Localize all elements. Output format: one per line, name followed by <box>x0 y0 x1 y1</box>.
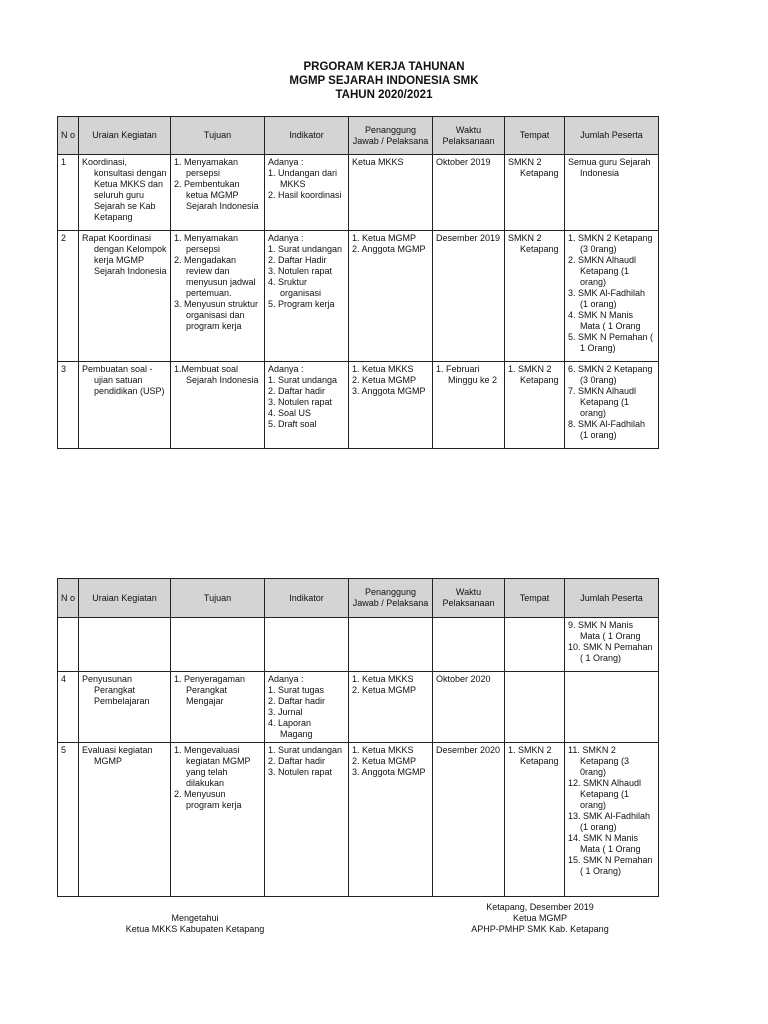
cell-indikator <box>265 743 349 897</box>
peserta-item: 10. SMK N Pemahan ( 1 Orang) <box>568 642 653 663</box>
uraian-item: Penyusunan Perangkat Pembelajaran <box>82 674 150 706</box>
indikator-item: 1. Surat undanga <box>268 375 338 385</box>
pj-list <box>352 674 429 696</box>
indikator-item: 4. Soal US <box>268 408 312 418</box>
indikator-item: 3. Jurnal <box>268 707 303 717</box>
cell-indikator <box>265 362 349 449</box>
waktu-list <box>436 745 501 756</box>
cell-no: 5 <box>58 743 79 897</box>
cell-tujuan <box>171 743 265 897</box>
cell-peserta <box>565 155 659 231</box>
indikator-list <box>268 364 345 430</box>
peserta-list <box>568 364 655 441</box>
tujuan-item: 1.Membuat soal Sejarah Indonesia <box>174 364 259 385</box>
peserta-item: 1. SMKN 2 Ketapang (3 0rang) <box>568 233 653 254</box>
indikator-item: 2. Daftar hadir <box>268 696 326 706</box>
cell-tujuan <box>171 618 265 672</box>
header-indikator: Indikator <box>265 117 349 155</box>
header-waktu: Waktu Pelaksanaan <box>433 579 505 618</box>
pj-item: 1. Ketua MKKS <box>352 364 414 374</box>
header-tempat: Tempat <box>505 579 565 618</box>
waktu-list <box>436 674 501 685</box>
indikator-item: 5. Draft soal <box>268 419 317 429</box>
waktu-item: Oktober 2019 <box>436 157 491 167</box>
pj-item: 2. Ketua MGMP <box>352 756 417 766</box>
peserta-item: 11. SMKN 2 Ketapang (3 0rang) <box>568 745 630 777</box>
indikator-list <box>268 157 345 201</box>
cell-uraian <box>79 743 171 897</box>
indikator-item: 2. Daftar hadir <box>268 386 326 396</box>
indikator-item: 3. Notulen rapat <box>268 767 333 777</box>
title-line-3: TAHUN 2020/2021 <box>335 89 433 101</box>
tempat-item: 1. SMKN 2 Ketapang <box>508 364 559 385</box>
tujuan-item: 2. Pembentukan ketua MGMP Sejarah Indonesia <box>174 179 259 211</box>
cell-indikator <box>265 618 349 672</box>
uraian-list <box>82 364 167 397</box>
cell-peserta <box>565 672 659 743</box>
cell-tujuan <box>171 672 265 743</box>
cell-waktu <box>433 672 505 743</box>
pj-item: 1. Ketua MKKS <box>352 674 414 684</box>
header-waktu: Waktu Pelaksanaan <box>433 117 505 155</box>
tujuan-item: 2. Mengadakan review dan menyusun jadwal pertemuan. <box>174 255 256 298</box>
tujuan-item: 3. Menyusun struktur organisasi dan program kerja <box>174 299 259 331</box>
tujuan-item: 1. Penyeragaman Perangkat Mengajar <box>174 674 246 706</box>
cell-indikator <box>265 672 349 743</box>
pj-list <box>352 157 429 168</box>
table-header-row <box>58 117 659 155</box>
cell-waktu <box>433 362 505 449</box>
title-line-2: MGMP SEJARAH INDONESIA SMK <box>289 75 479 87</box>
tujuan-list <box>174 157 261 212</box>
indikator-item: 3. Notulen rapat <box>268 397 333 407</box>
table-row <box>58 618 659 672</box>
cell-tempat <box>505 231 565 362</box>
cell-pj <box>349 155 433 231</box>
peserta-item: 15. SMK N Pemahan ( 1 Orang) <box>568 855 653 876</box>
header-no: N o <box>58 579 79 618</box>
uraian-item: Evaluasi kegiatan MGMP <box>82 745 153 766</box>
cell-pj <box>349 618 433 672</box>
signature-block-left <box>100 913 290 935</box>
indikator-list <box>268 674 345 740</box>
pj-list <box>352 364 429 397</box>
indikator-item: 5. Program kerja <box>268 299 335 309</box>
cell-indikator <box>265 155 349 231</box>
header-tujuan: Tujuan <box>171 117 265 155</box>
uraian-item: Rapat Koordinasi dengan Kelompok kerja MGMP Sejarah Indonesia <box>82 233 167 276</box>
signature-block-right <box>440 902 640 935</box>
indikator-item: 2. Daftar Hadir <box>268 255 327 265</box>
tujuan-item: 2. Menyusun program kerja <box>174 789 242 810</box>
indikator-item: 1. Surat tugas <box>268 685 325 695</box>
peserta-list <box>568 620 655 664</box>
peserta-item: 7. SMKN Alhaudl Ketapang (1 orang) <box>568 386 637 418</box>
pj-item: 3. Anggota MGMP <box>352 767 426 777</box>
tempat-item: SMKN 2 Ketapang <box>508 157 559 178</box>
cell-peserta <box>565 743 659 897</box>
pj-list <box>352 233 429 255</box>
waktu-item: Oktober 2020 <box>436 674 491 684</box>
cell-uraian <box>79 362 171 449</box>
cell-pj <box>349 672 433 743</box>
cell-uraian <box>79 618 171 672</box>
waktu-item: Desember 2020 <box>436 745 501 755</box>
pj-list <box>352 745 429 778</box>
cell-no <box>58 618 79 672</box>
pj-item: 2. Ketua MGMP <box>352 375 417 385</box>
cell-peserta <box>565 231 659 362</box>
header-tujuan: Tujuan <box>171 579 265 618</box>
cell-tujuan <box>171 362 265 449</box>
peserta-item: 8. SMK Al-Fadhilah (1 orang) <box>568 419 646 440</box>
peserta-item: 4. SMK N Manis Mata ( 1 Orang <box>568 310 641 331</box>
table-header-row <box>58 579 659 618</box>
peserta-list <box>568 157 655 179</box>
indikator-list <box>268 745 345 778</box>
tempat-list <box>508 233 561 255</box>
uraian-item: Pembuatan soal - ujian satuan pendidikan (USP) <box>82 364 165 396</box>
cell-uraian <box>79 231 171 362</box>
tujuan-list <box>174 674 261 707</box>
indikator-item: Adanya : <box>268 157 304 167</box>
cell-pj <box>349 743 433 897</box>
tempat-item: 1. SMKN 2 Ketapang <box>508 745 559 766</box>
document-title <box>0 60 768 102</box>
tujuan-item: 1. Menyamakan persepsi <box>174 157 239 178</box>
cell-waktu <box>433 743 505 897</box>
indikator-item: 2. Daftar hadir <box>268 756 326 766</box>
table-row <box>58 743 659 897</box>
pj-item: 3. Anggota MGMP <box>352 386 426 396</box>
tempat-item: SMKN 2 Ketapang <box>508 233 559 254</box>
footer-left-line-2: Ketua MKKS Kabupaten Ketapang <box>125 924 265 934</box>
footer-right-line-2: Ketua MGMP <box>512 913 568 923</box>
cell-tujuan <box>171 155 265 231</box>
waktu-list <box>436 364 501 386</box>
footer-right-line-1: Ketapang, Desember 2019 <box>486 902 594 912</box>
cell-waktu <box>433 155 505 231</box>
tujuan-item: 1. Mengevaluasi kegiatan MGMP yang telah dilakukan <box>174 745 251 788</box>
cell-no: 2 <box>58 231 79 362</box>
table-row <box>58 362 659 449</box>
footer-right-line-3: APHP-PMHP SMK Kab. Ketapang <box>471 924 609 934</box>
cell-peserta <box>565 618 659 672</box>
cell-no: 1 <box>58 155 79 231</box>
indikator-item: 4. Laporan Magang <box>268 718 313 739</box>
cell-uraian <box>79 672 171 743</box>
tempat-list <box>508 745 561 767</box>
program-table-page-1 <box>57 116 659 449</box>
header-jumlah-peserta: Jumlah Peserta <box>565 117 659 155</box>
uraian-list <box>82 233 167 277</box>
waktu-item: Desember 2019 <box>436 233 501 243</box>
program-table-page-2 <box>57 578 659 897</box>
cell-tempat <box>505 743 565 897</box>
header-uraian: Uraian Kegiatan <box>79 117 171 155</box>
indikator-item: 4. Sruktur organisasi <box>268 277 322 298</box>
cell-pj <box>349 362 433 449</box>
table-row <box>58 672 659 743</box>
uraian-list <box>82 745 167 767</box>
header-jumlah-peserta: Jumlah Peserta <box>565 579 659 618</box>
peserta-item: 5. SMK N Pemahan ( 1 Orang) <box>568 332 654 353</box>
peserta-item: Semua guru Sejarah Indonesia <box>568 157 651 178</box>
indikator-item: 1. Undangan dari MKKS <box>268 168 338 189</box>
uraian-list <box>82 157 167 223</box>
cell-tujuan <box>171 231 265 362</box>
title-line-1: PRGORAM KERJA TAHUNAN <box>303 61 465 73</box>
peserta-item: 3. SMK Al-Fadhilah (1 orang) <box>568 288 646 309</box>
header-no: N o <box>58 117 79 155</box>
indikator-item: 1. Surat undangan <box>268 745 343 755</box>
header-penanggung-jawab: Penanggung Jawab / Pelaksana <box>349 579 433 618</box>
tempat-list <box>508 364 561 386</box>
cell-tempat <box>505 362 565 449</box>
cell-waktu <box>433 231 505 362</box>
indikator-item: Adanya : <box>268 364 304 374</box>
tujuan-list <box>174 364 261 386</box>
cell-tempat <box>505 155 565 231</box>
waktu-item: 1. Februari Minggu ke 2 <box>436 364 498 385</box>
indikator-list <box>268 233 345 310</box>
footer-left-line-1: Mengetahui <box>171 913 219 923</box>
header-penanggung-jawab: Penanggung Jawab / Pelaksana <box>349 117 433 155</box>
header-tempat: Tempat <box>505 117 565 155</box>
tujuan-list <box>174 745 261 811</box>
cell-no: 4 <box>58 672 79 743</box>
cell-uraian <box>79 155 171 231</box>
header-uraian: Uraian Kegiatan <box>79 579 171 618</box>
waktu-list <box>436 233 501 244</box>
peserta-item: 12. SMKN Alhaudl Ketapang (1 orang) <box>568 778 642 810</box>
pj-item: 1. Ketua MGMP <box>352 233 417 243</box>
uraian-item: Koordinasi, konsultasi dengan Ketua MKKS dan seluruh guru Sejarah se Kab Ketapang <box>82 157 167 222</box>
tempat-list <box>508 157 561 179</box>
cell-peserta <box>565 362 659 449</box>
pj-item: 1. Ketua MKKS <box>352 745 414 755</box>
table-body <box>58 618 659 897</box>
cell-pj <box>349 231 433 362</box>
indikator-item: 3. Notulen rapat <box>268 266 333 276</box>
cell-no: 3 <box>58 362 79 449</box>
header-indikator: Indikator <box>265 579 349 618</box>
peserta-item: 6. SMKN 2 Ketapang (3 0rang) <box>568 364 653 385</box>
pj-item: Ketua MKKS <box>352 157 404 167</box>
peserta-item: 14. SMK N Manis Mata ( 1 Orang <box>568 833 641 854</box>
indikator-item: Adanya : <box>268 674 304 684</box>
pj-item: 2. Anggota MGMP <box>352 244 426 254</box>
cell-waktu <box>433 618 505 672</box>
peserta-item: 9. SMK N Manis Mata ( 1 Orang <box>568 620 641 641</box>
tujuan-list <box>174 233 261 332</box>
table-row <box>58 231 659 362</box>
tujuan-item: 1. Menyamakan persepsi <box>174 233 239 254</box>
cell-indikator <box>265 231 349 362</box>
waktu-list <box>436 157 501 168</box>
indikator-item: 2. Hasil koordinasi <box>268 190 342 200</box>
uraian-list <box>82 674 167 707</box>
table-body <box>58 155 659 449</box>
cell-tempat <box>505 618 565 672</box>
peserta-list <box>568 233 655 354</box>
indikator-item: Adanya : <box>268 233 304 243</box>
peserta-list <box>568 745 655 877</box>
peserta-item: 2. SMKN Alhaudl Ketapang (1 orang) <box>568 255 637 287</box>
pj-item: 2. Ketua MGMP <box>352 685 417 695</box>
cell-tempat <box>505 672 565 743</box>
peserta-item: 13. SMK Al-Fadhilah (1 orang) <box>568 811 651 832</box>
table-row <box>58 155 659 231</box>
indikator-item: 1. Surat undangan <box>268 244 343 254</box>
